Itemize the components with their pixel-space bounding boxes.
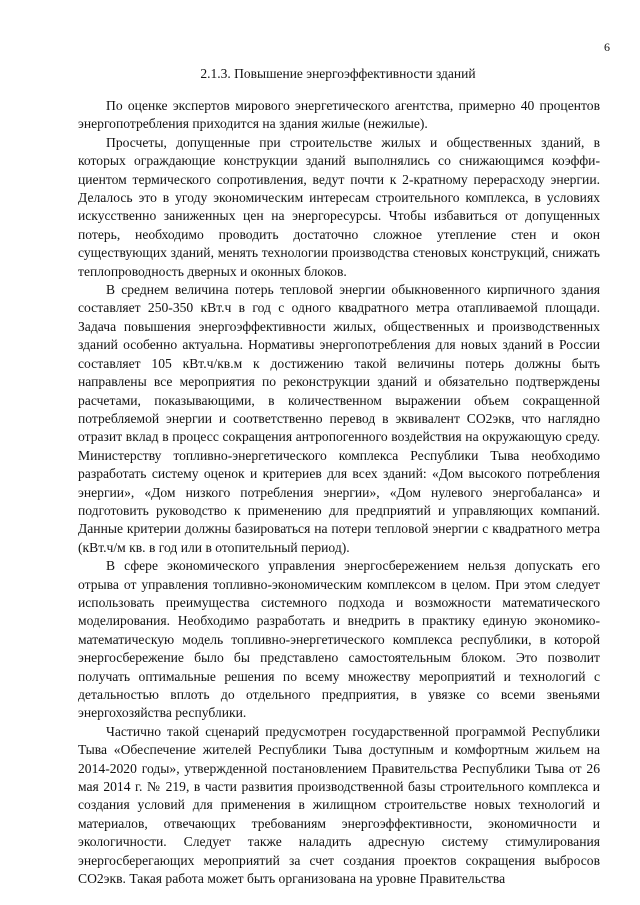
paragraph: В сфере экономического управления энергосбережением нельзя допускать его отрыва от управления топливно-экономическим комплексом в целом. При этом следует использовать преимущества системного подхода и возможности математического моделирования. Необходимо разработать и внедрить в практику единую экономико-математическую модель топливно-энергетического комплекса республики, в которой энергосбережение было бы представлено самостоятельным блоком. Это позволит получать оптимальные решения по всему множеству мероприятий и технологий с детальностью вплоть до отдельного предприятия, в увязке со всеми звеньями энергохозяйства республики.	[78, 558, 600, 721]
paragraph: Частично такой сценарий предусмотрен государственной программой Республики Тыва «Обеспечение жителей Республики Тыва доступным и комфортным жильем на 2014-2020 годы», утвержденной постановлением Правительства Республики Тыва от 26 мая 2014 г. № 219, в части развития производственной базы строительного комплекса и создания условий для применения в жилищном строительстве новых технологий и материалов, отвечающих требованиям энергоэффективности, экономичности и экологичности. Следует также наладить адресную систему стимулирования энергосберегающих мероприятий за счет создания проектов сокращения выбросов СО2экв. Такая работа может быть организована на уровне Правительства	[78, 723, 600, 887]
paragraph: Просчеты, допущенные при строительстве жилых и общественных зданий, в которых ограждающие конструкции зданий выполнялись со снижающимся коэффициентом термического сопротивления, ведут почти к 2-кратному перерасходу энергии. Делалось это в угоду экономическим интересам строительного комплекса, в условиях искусственно заниженных цен на энергоресурсы. Чтобы избавиться от допущенных потерь, необходимо проводить достаточно сложное утепление стен и окон существующих зданий, менять технологии производства стеновых конструкций, снижать теплопроводность дверных и оконных блоков.	[78, 134, 600, 279]
body-text	[78, 97, 600, 888]
paragraph: По оценке экспертов мирового энергетического агентства, примерно 40 процентов энергопотребления приходится на здания жилые (нежилые).	[78, 98, 600, 132]
page-number: 6	[604, 40, 610, 54]
section-heading: 2.1.3. Повышение энергоэффективности зданий	[200, 66, 476, 81]
paragraph: В среднем величина потерь тепловой энергии обыкновенного кирпичного здания составляет 250-350 кВт.ч в год с одного квадратного метра отапливаемой площади. Задача повышения энергоэффективности жилых, общественных и производственных зданий особенно актуальна. Нормативы энергопотребления для новых зданий в России составляет 105 кВт.ч/кв.м к достижению такой величины потерь должны быть направлены все мероприятия по реконструкции зданий и обязательно подтверждены расчетами, показывающими, в количественном выражении объем сокращенной потребляемой энергии и соответственно перевод в эквивалент СО2экв, что наглядно отразит вклад в процесс сокращения антропогенного воздействия на окружающую среду. Министерству топливно-энергетического комплекса Республики Тыва необходимо разработать систему оценок и критериев для всех зданий: «Дом высокого потребления энергии», «Дом низкого потребления энергии», «Дом нулевого энергобаланса» и подготовить руководство к применению для предприятий и управляющих компаний. Данные критерии должны базироваться на потери тепловой энергии с квадратного метра (кВт.ч/м кв. в год или в отопительный период).	[78, 282, 600, 555]
